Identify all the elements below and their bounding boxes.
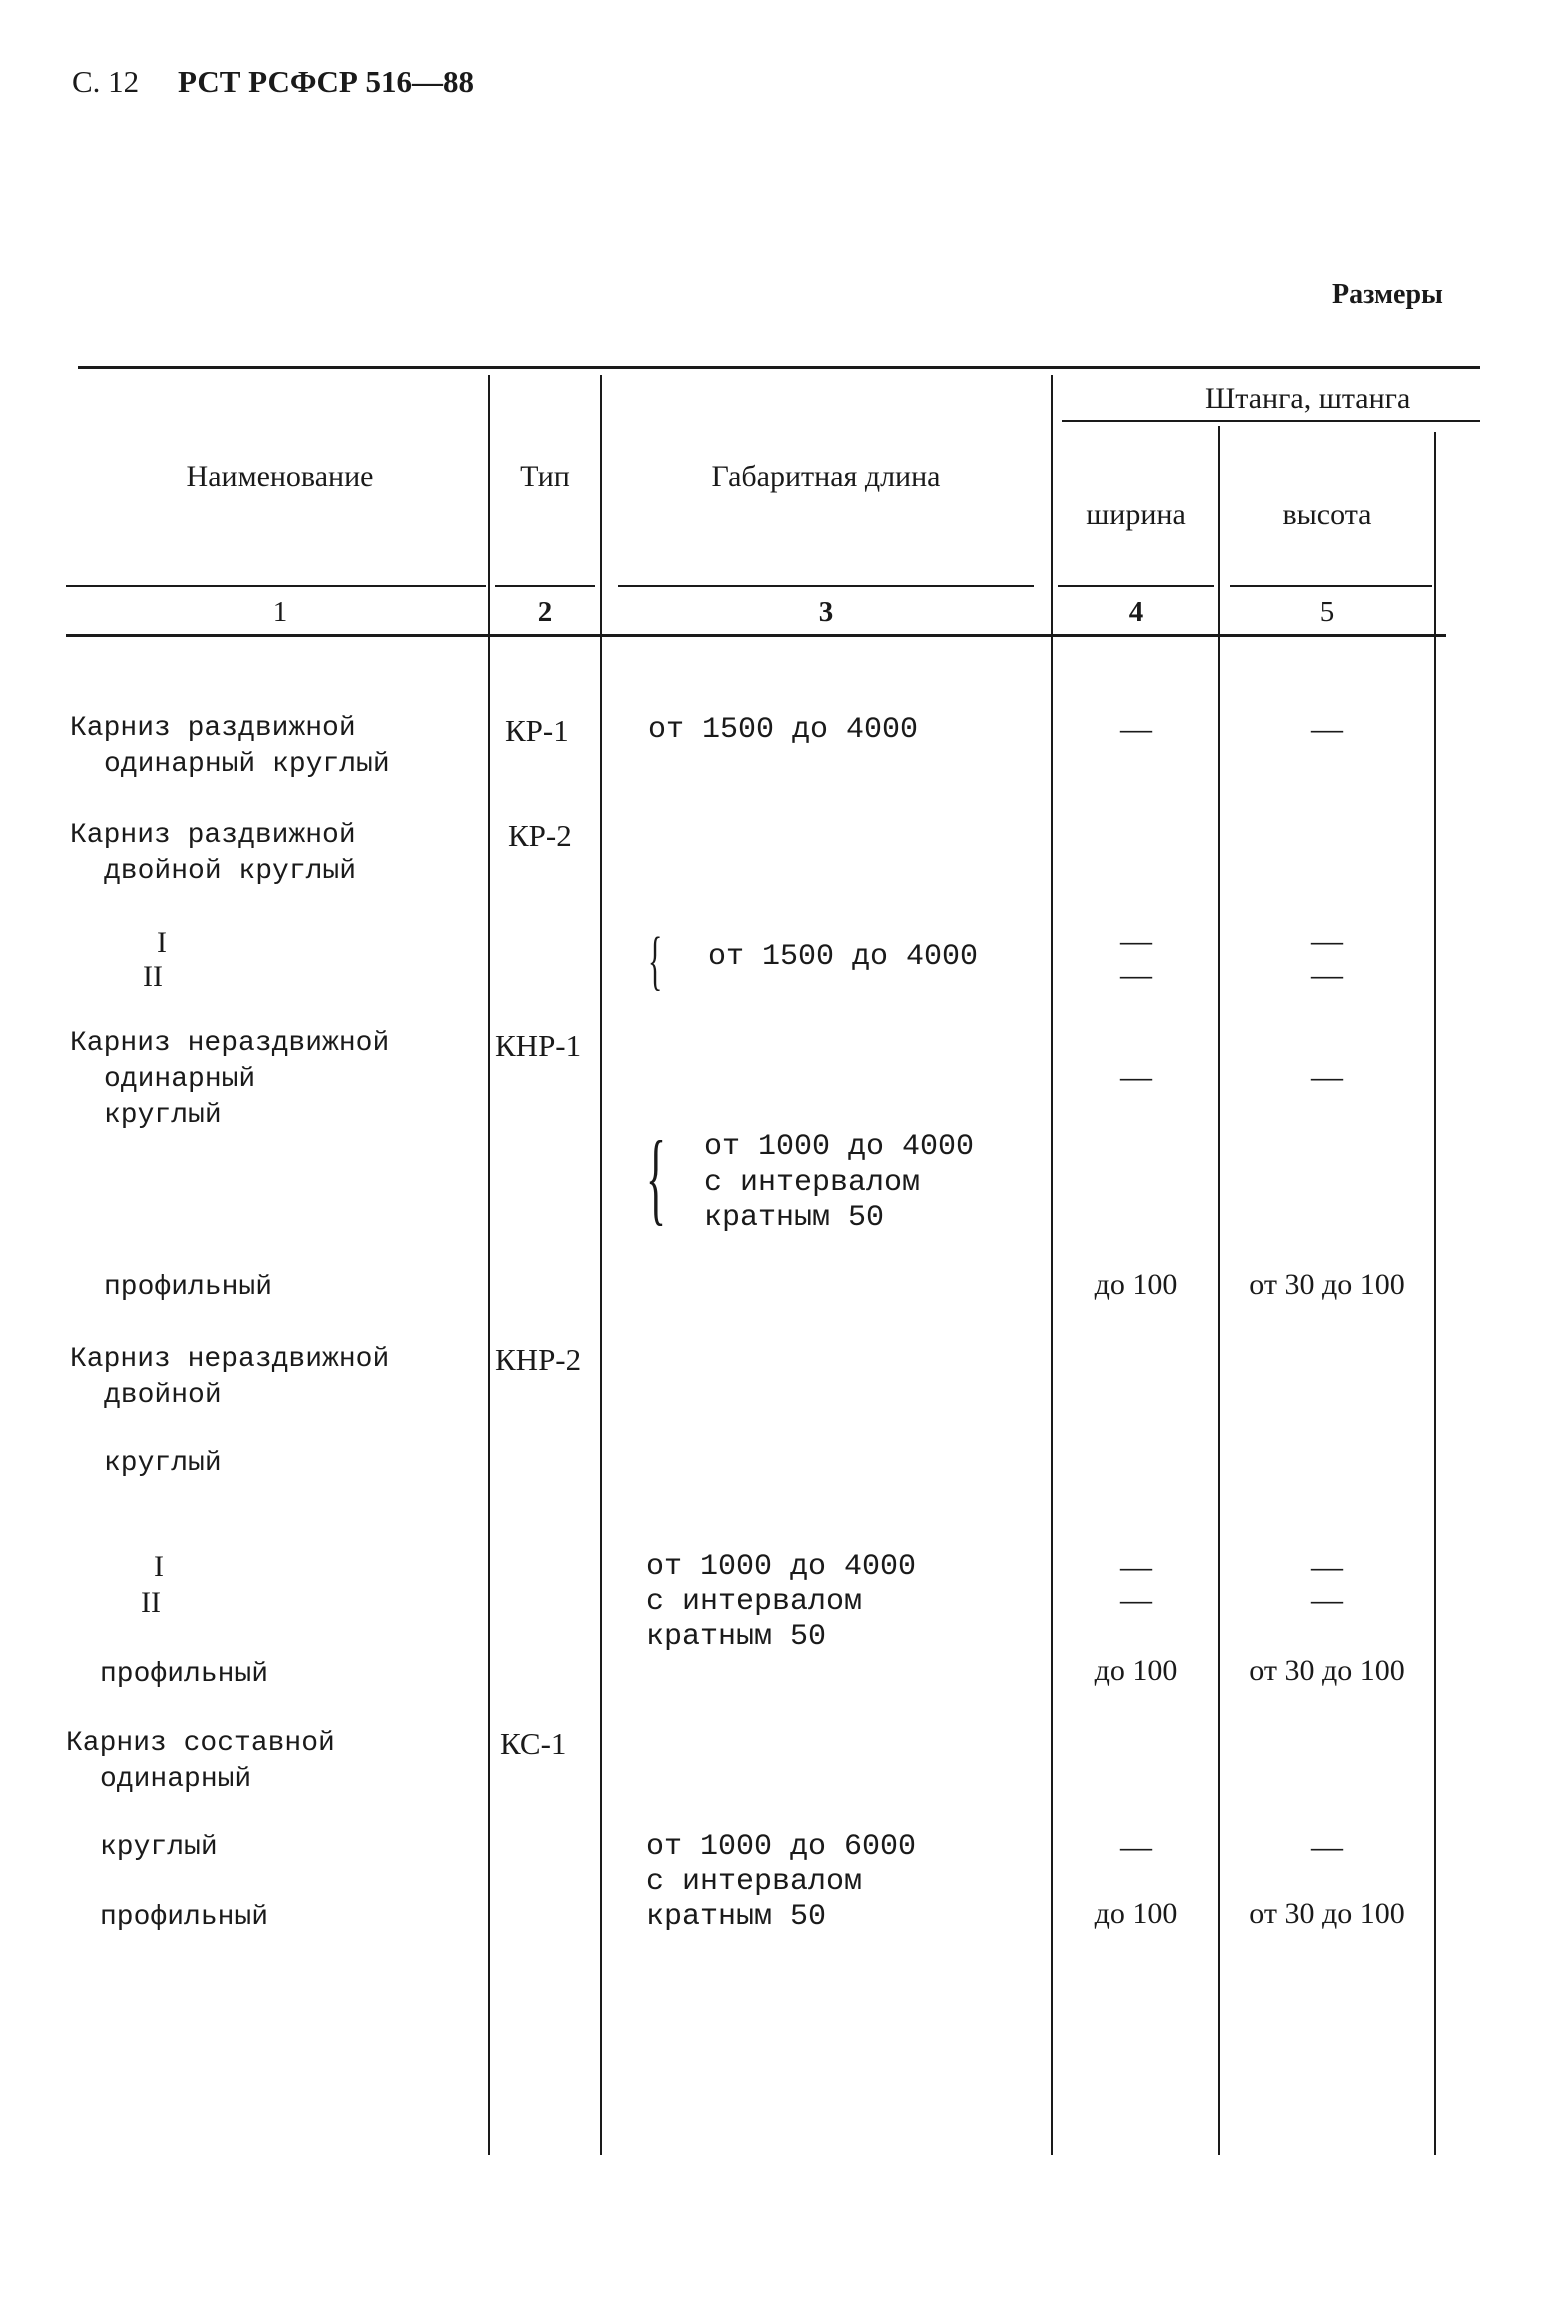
group-header-rule	[1062, 420, 1480, 422]
header-bottom-rule-3	[618, 585, 1034, 587]
row-3-height-2: —	[1311, 956, 1343, 992]
col-divider-4	[1218, 426, 1220, 2155]
row-3-width-2: —	[1120, 956, 1152, 992]
row-6-height: от 30 до 100	[1249, 1268, 1405, 1301]
row-9-roman-2: II	[141, 1586, 161, 1619]
row-4-name-line-1: Карниз нераздвижной	[70, 1028, 390, 1059]
row-1-height: —	[1311, 710, 1343, 746]
col-number-4: 4	[1128, 596, 1144, 628]
row-1-name-line-2: одинарный круглый	[104, 749, 390, 780]
row-7-name-line-2: двойной	[104, 1380, 222, 1411]
row-3-width-1: —	[1120, 922, 1152, 958]
row-4-name-line-3: круглый	[104, 1100, 222, 1131]
header-bottom-rule-1	[66, 585, 486, 587]
row-9-length-line-1: от 1000 до 4000	[646, 1550, 917, 1584]
row-4-name-line-2: одинарный	[104, 1064, 256, 1095]
header-group: Штанга, штанга	[1205, 382, 1411, 415]
row-12-width: —	[1120, 1828, 1152, 1864]
row-3-height-1: —	[1311, 922, 1343, 958]
row-9-height-2: —	[1311, 1581, 1343, 1617]
row-2-name-line-1: Карниз раздвижной	[70, 820, 356, 851]
row-9-roman-1: I	[154, 1550, 164, 1583]
page-number: С. 12	[72, 64, 140, 99]
header-width: ширина	[1086, 498, 1186, 531]
col-divider-1	[488, 375, 490, 2155]
col-number-3: 3	[818, 596, 834, 628]
row-11-type: КС-1	[500, 1726, 567, 1761]
row-13-height: от 30 до 100	[1249, 1897, 1405, 1930]
row-7-type: КНР-2	[495, 1342, 582, 1377]
row-7-name-line-1: Карниз нераздвижной	[70, 1344, 390, 1375]
row-9-width-1: —	[1120, 1548, 1152, 1584]
col-divider-3	[1051, 375, 1053, 2155]
col-number-5: 5	[1319, 596, 1335, 628]
header-bottom-rule-4	[1058, 585, 1214, 587]
table-caption: Размеры	[1332, 279, 1443, 310]
row-3-length: от 1500 до 4000	[708, 940, 979, 974]
row-11-name-line-1: Карниз составной	[66, 1728, 335, 1759]
row-1-length: от 1500 до 4000	[648, 713, 919, 747]
row-9-length-line-3: кратным 50	[646, 1620, 827, 1654]
row-5-length-line-3: кратным 50	[704, 1201, 885, 1235]
col-divider-5	[1434, 432, 1436, 2155]
row-3-roman-1: I	[157, 926, 167, 959]
row-2-type: КР-2	[508, 818, 572, 853]
standard-code: РСТ РСФСР 516—88	[178, 64, 475, 99]
header-length: Габаритная длина	[711, 460, 941, 493]
row-12-height: —	[1311, 1828, 1343, 1864]
row-3-brace: {	[648, 924, 663, 997]
col-divider-2	[600, 375, 602, 2155]
row-5-length-line-1: от 1000 до 4000	[704, 1130, 975, 1164]
row-5-length-line-2: с интервалом	[704, 1166, 921, 1200]
row-6-width: до 100	[1094, 1268, 1178, 1301]
row-4-height: —	[1311, 1058, 1343, 1094]
row-9-width-2: —	[1120, 1581, 1152, 1617]
row-12-length-line-3: кратным 50	[646, 1900, 827, 1934]
col-number-2: 2	[537, 596, 553, 628]
header-bottom-rule-2	[495, 585, 595, 587]
row-11-name-line-2: одинарный	[100, 1764, 252, 1795]
row-10-name: профильный	[100, 1659, 269, 1690]
header-name: Наименование	[186, 460, 374, 493]
row-8-name: круглый	[104, 1448, 222, 1479]
row-13-name: профильный	[100, 1902, 269, 1933]
row-12-name: круглый	[100, 1832, 218, 1863]
header-type: Тип	[520, 460, 570, 493]
row-3-roman-2: II	[143, 960, 163, 993]
row-5-brace: {	[646, 1120, 666, 1235]
row-1-type: КР-1	[505, 713, 569, 748]
row-1-name-line-1: Карниз раздвижной	[70, 713, 356, 744]
row-4-width: —	[1120, 1058, 1152, 1094]
row-10-height: от 30 до 100	[1249, 1654, 1405, 1687]
header-height: высота	[1282, 498, 1372, 531]
col-number-1: 1	[272, 596, 288, 628]
row-6-name: профильный	[104, 1272, 273, 1303]
header-bottom-rule-5	[1230, 585, 1432, 587]
row-9-length-line-2: с интервалом	[646, 1585, 863, 1619]
row-13-width: до 100	[1094, 1897, 1178, 1930]
row-10-width: до 100	[1094, 1654, 1178, 1687]
row-12-length-line-2: с интервалом	[646, 1865, 863, 1899]
row-12-length-line-1: от 1000 до 6000	[646, 1830, 917, 1864]
numbers-bottom-rule	[66, 634, 1446, 637]
row-2-name-line-2: двойной круглый	[104, 856, 357, 887]
table-top-rule	[78, 366, 1480, 369]
row-1-width: —	[1120, 710, 1152, 746]
row-9-height-1: —	[1311, 1548, 1343, 1584]
row-4-type: КНР-1	[495, 1028, 582, 1063]
